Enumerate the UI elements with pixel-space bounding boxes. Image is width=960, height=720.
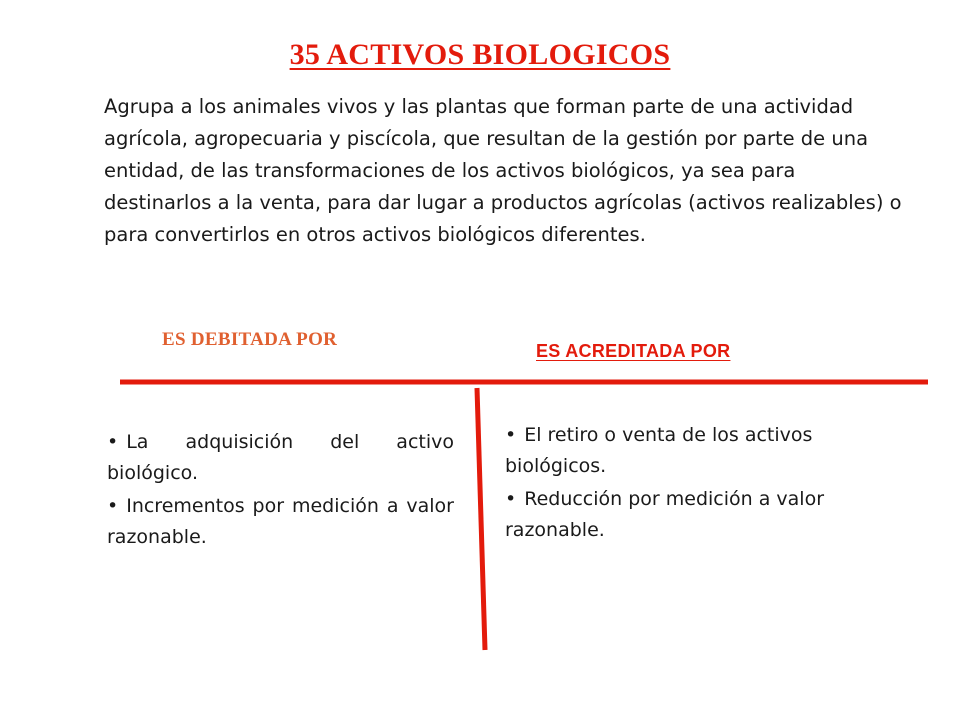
debit-list: [107, 427, 454, 555]
page-title: 35 ACTIVOS BIOLOGICOS: [289, 38, 671, 71]
credit-item: [505, 484, 885, 546]
debit-heading: ES DEBITADA POR: [162, 329, 338, 350]
intro-paragraph: Agrupa a los animales vivos y las plantas que forman parte de una actividad agrícola, agropecuaria y piscícola, que resultan de la gestión por parte de una entidad, de las transformaciones de los activos biológicos, ya sea para destinarlos a la venta, para dar lugar a productos agrícolas (activos realizables) o para convertirlos en otros activos biológicos diferentes.: [104, 95, 902, 246]
credit-item: [505, 420, 885, 482]
debit-item: [107, 491, 454, 553]
bullet-icon: •: [107, 431, 119, 453]
bullet-icon: •: [505, 488, 517, 510]
bullet-icon: •: [107, 495, 119, 517]
credit-heading: ES ACREDITADA POR: [536, 341, 731, 361]
debit-item-text: Incrementos por medición a valor razonable.: [107, 495, 454, 548]
bullet-icon: •: [505, 424, 517, 446]
t-account-vertical-line: [477, 388, 485, 650]
credit-item-text: Reducción por medición a valor razonable.: [505, 488, 825, 541]
credit-item-text: El retiro o venta de los activos biológicos.: [505, 424, 813, 477]
debit-item-text: La adquisición del activo biológico.: [107, 431, 454, 484]
debit-item: [107, 427, 454, 489]
credit-list: [505, 420, 885, 548]
